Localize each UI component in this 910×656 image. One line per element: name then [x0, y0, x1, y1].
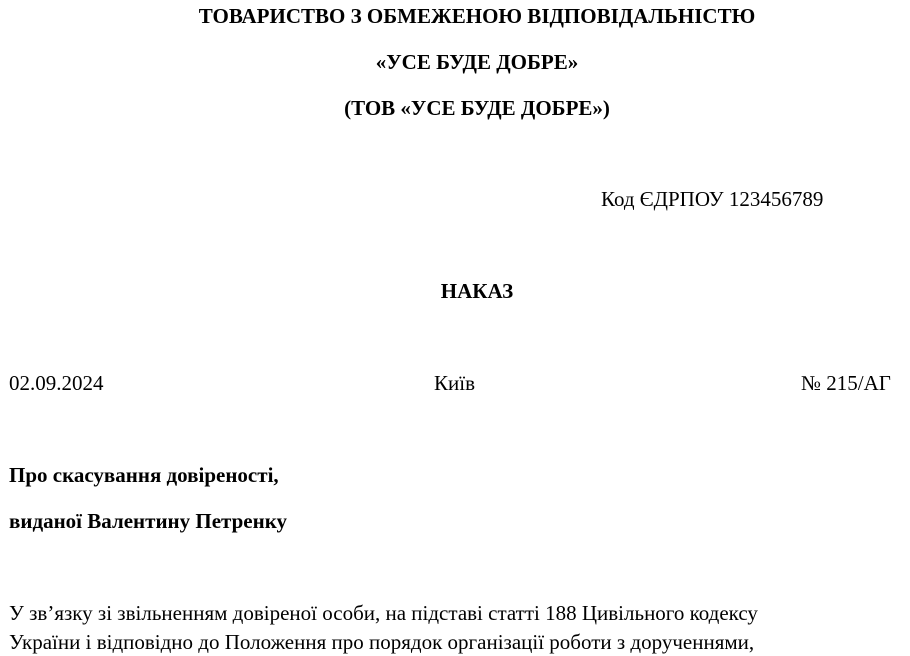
organization-short-name: (ТОВ «УСЕ БУДЕ ДОБРЕ») — [344, 96, 610, 120]
order-date: 02.09.2024 — [9, 371, 104, 395]
order-subject-line1: Про скасування довіреності, — [9, 463, 279, 487]
edrpou-code: Код ЄДРПОУ 123456789 — [601, 187, 824, 211]
order-subject-line2: виданої Валентину Петренку — [9, 509, 288, 533]
body-text-line2: України і відповідно до Положення про порядок організації роботи з дорученнями, — [9, 630, 755, 654]
document-title: НАКАЗ — [440, 279, 514, 303]
organization-name-line1: ТОВАРИСТВО З ОБМЕЖЕНОЮ ВІДПОВІДАЛЬНІСТЮ — [198, 4, 756, 28]
order-number: № 215/АГ — [801, 371, 891, 395]
body-text-line1: У зв’язку зі звільненням довіреної особи, на підставі статті 188 Цивільного кодексу — [9, 601, 758, 625]
organization-name-line2: «УСЕ БУДЕ ДОБРЕ» — [375, 50, 579, 74]
order-city: Київ — [434, 371, 475, 395]
